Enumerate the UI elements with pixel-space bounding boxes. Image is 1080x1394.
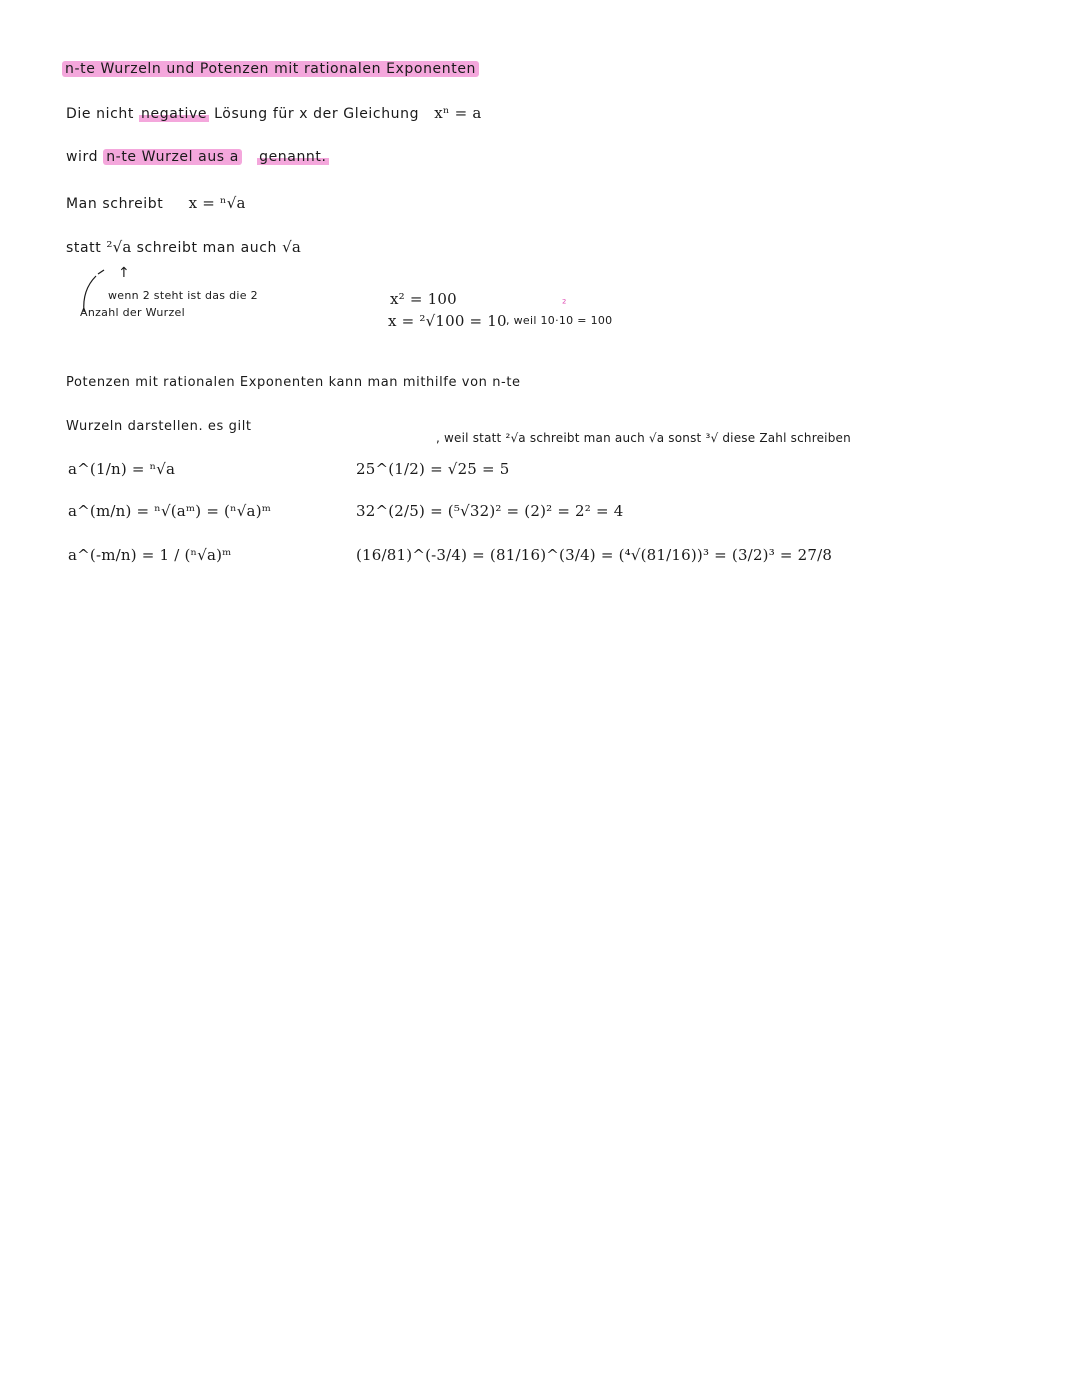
- line4-root: ²√a: [106, 238, 132, 256]
- line2-highlight: n-te Wurzel aus a: [103, 149, 242, 165]
- line4-schreibt: schreibt man auch: [136, 240, 277, 256]
- example1-mark: ²: [562, 297, 567, 310]
- note-line-1-text: wenn 2 steht ist das die 2: [108, 289, 258, 302]
- line1-mid: Lösung für x der Gleichung: [214, 106, 420, 122]
- example-3: 32^(2/5) = (⁵√32)² = (2)² = 2² = 4: [356, 502, 624, 520]
- line2-suffix: genannt.: [259, 149, 327, 165]
- example1-line1: x² = 100: [390, 290, 457, 308]
- potenzen-line-1: Potenzen mit rationalen Exponenten kann man mithilfe von n-te: [66, 375, 521, 390]
- line3-text: Man schreibt: [66, 196, 164, 212]
- rule-1: a^(1/n) = ⁿ√a: [68, 460, 176, 478]
- side-note: , weil statt ²√a schreibt man auch √a sonst ³√ diese Zahl schreiben: [436, 431, 851, 445]
- rule-3: a^(-m/n) = 1 / (ⁿ√a)ᵐ: [68, 546, 232, 564]
- rule-2: a^(m/n) = ⁿ√(aᵐ) = (ⁿ√a)ᵐ: [68, 502, 272, 520]
- line4-statt: statt: [66, 240, 102, 256]
- line2-prefix: wird: [66, 149, 99, 165]
- line1-equation: xⁿ = a: [434, 104, 482, 122]
- example-4: (16/81)^(-3/4) = (81/16)^(3/4) = (⁴√(81/16))³ = (3/2)³ = 27/8: [356, 546, 833, 564]
- note-line-2-text: Anzahl der Wurzel: [80, 306, 185, 319]
- arrow-up-icon: ↑: [118, 265, 131, 281]
- line1-prefix: Die nicht: [66, 106, 134, 122]
- potenzen-line-2: Wurzeln darstellen. es gilt: [66, 419, 252, 434]
- example1-note: , weil 10·10 = 100: [506, 314, 613, 327]
- line4-sqrt: √a: [282, 238, 301, 256]
- example-2: 25^(1/2) = √25 = 5: [356, 460, 510, 478]
- title-highlight: n-te Wurzeln und Potenzen mit rationalen Exponenten: [62, 61, 479, 77]
- line3-equation: x = ⁿ√a: [188, 194, 246, 212]
- line1-highlight: negative: [141, 106, 208, 122]
- example1-line2: x = ²√100 = 10: [388, 312, 507, 330]
